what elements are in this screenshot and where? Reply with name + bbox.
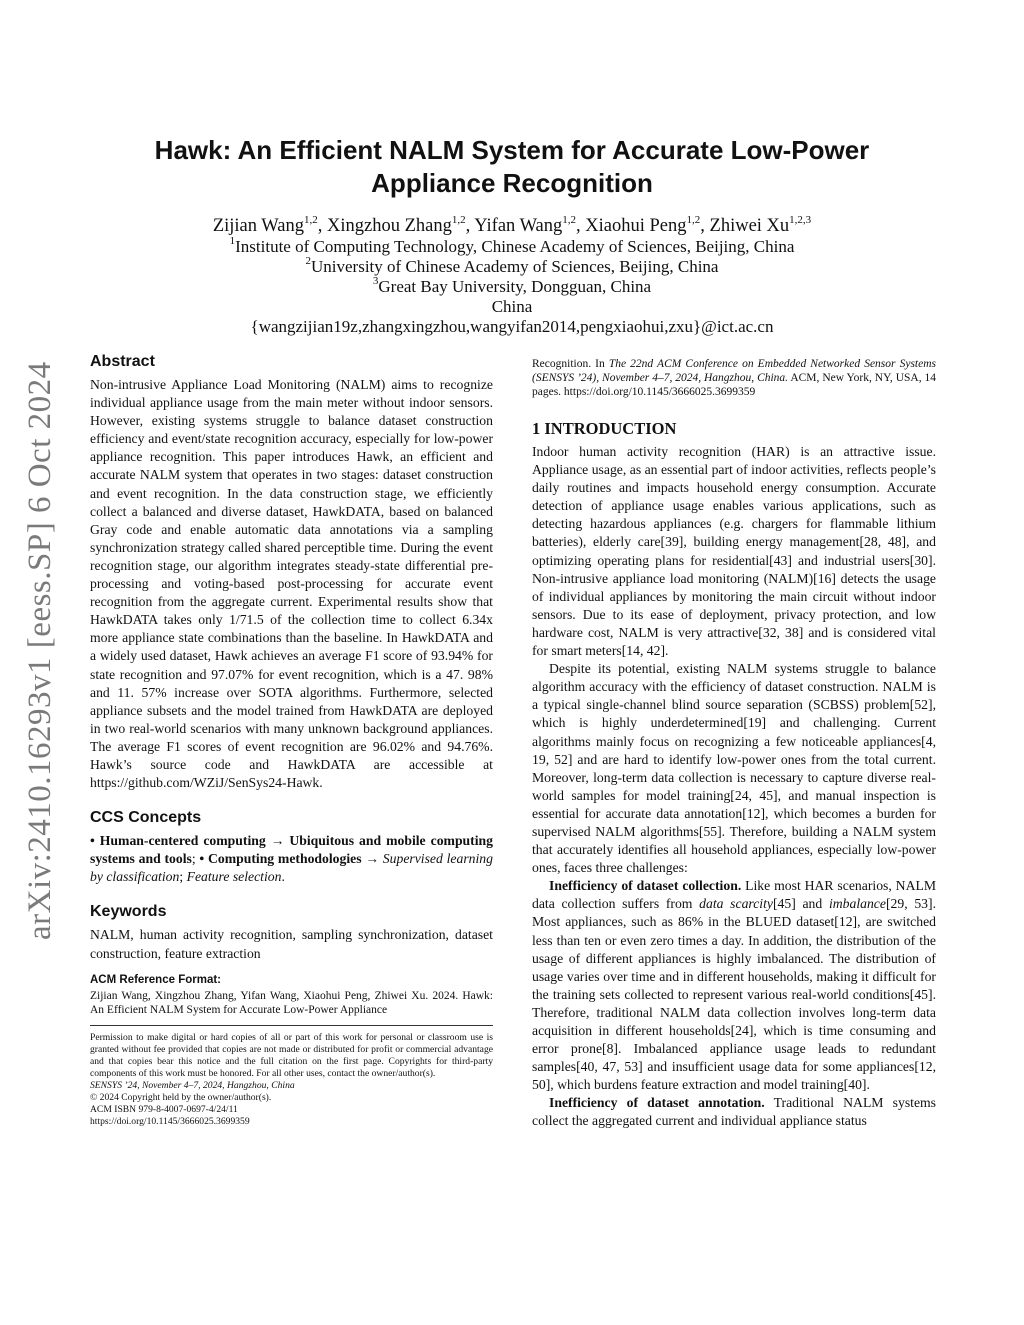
acm-reference-text: Zijian Wang, Xingzhou Zhang, Yifan Wang, Xiaohui Peng, Zhiwei Xu. 2024. Hawk: An Efficient NALM System for Accurate Low-Power Appliance bbox=[90, 989, 493, 1016]
intro-paragraph-3: Inefficiency of dataset collection. Like most HAR scenarios, NALM data collection suffers from data scarcity[45] and imbalance[29, 53]. Most appliances, such as 86% in the BLUED dataset[12], are switched less than ten or even zero times a day. In addition, the distribution of the usage of different appliances is highly imbalanced. The distribution of usage varies over time and in different households, making it difficult for the training sets collected to represent various real-world conditions[45]. Therefore, traditional NALM data collection involves long-term data acquisition in different households[24], which is time consuming and error prone[8]. Imbalanced appliance usage leads to redundant samples[40, 47, 53] and insufficient usage data for some appliances[12, 50], which burdens feature extraction and model training[40]. bbox=[532, 878, 936, 1093]
doi-link[interactable]: https://doi.org/10.1145/3666025.3699359 bbox=[90, 1116, 250, 1128]
country: China bbox=[491, 297, 533, 316]
footnote-divider bbox=[90, 1025, 493, 1026]
isbn: ACM ISBN 979-8-4007-0697-4/24/11 bbox=[90, 1104, 238, 1116]
author-block bbox=[90, 213, 934, 337]
author: Xiaohui Peng bbox=[585, 216, 687, 236]
permission-notice: Permission to make digital or hard copies of all or part of this work for personal or classroom use is granted without fee provided that copies are not made or distributed for profit or commercial advantage and that copies bear this notice and the full citation on the first page. Copyrights for third-party components of this work must be honored. For all other uses, contact the owner/author(s). bbox=[90, 1031, 493, 1079]
intro-paragraph-2: Despite its potential, existing NALM systems struggle to balance algorithm accuracy with the efficiency of dataset construction. NALM is a typical single-channel blind source separation (SCBSS) problem[52], which is highly underdetermined[19] and challenging. Current algorithms mainly focus on recognizing a few noticeable appliances[4, 19, 52] and are hard to identify low-power ones from the total current. Moreover, long-term data collection is necessary to capture diverse real-world samples for model training[24, 45], and manual inspection is essential for accurate data annotation[12], which becomes a burden for supervised NALM algorithms[55]. Therefore, building a NALM system that accurately identifies all household appliances, especially low-power ones, faces three challenges: bbox=[532, 661, 936, 876]
affiliation: $^1$Institute of Computing Technology, Chinese Academy of Sciences, Beijing, China bbox=[229, 235, 795, 256]
author-names: Zijian Wang$^{1,2}$, Xingzhou Zhang$^{1,2}$, Yifan Wang$^{1,2}$, Xiaohui Peng$^{1,2}$, Zhiwei Xu$^{1,2,3}$ bbox=[212, 213, 812, 236]
right-column bbox=[532, 357, 936, 1131]
abstract-text: Non-intrusive Appliance Load Monitoring (NALM) aims to recognize individual appliance usage from the main meter without indoor sensors. However, existing systems struggle to balance dataset construction efficiency and event/state recognition accuracy, especially for low-power appliance recognition. This paper introduces Hawk, an efficient and accurate NALM system that operates in two stages: dataset construction and event recognition. In the data construction stage, we efficiently collect a balanced and diverse dataset, HawkDATA, based on balanced Gray code and enable automatic data annotations via a sampling synchronization strategy called shared perceptible time. During the event recognition stage, our algorithm integrates steady-state differential pre-processing and voting-based post-processing for accurate event recognition from the aggregate current. Experimental results show that HawkDATA takes only 1/71.5 of the collection time to collect 6.34x more appliance state combinations than the baseline. In HawkDATA and a widely used dataset, Hawk achieves an average F1 score of 93.94% for state recognition and 97.07% for event recognition, which is a 47. 98% and 11. 57% increase over SOTA algorithms. Furthermore, selected appliance subsets and the model trained from HawkDATA are deployed in two real-world scenarios with many unknown background appliances. The average F1 scores of event recognition are 96.02% and 94.76%. Hawk’s source code and HawkDATA are accessible at https://github.com/WZiJ/SenSys24-Hawk. bbox=[90, 377, 493, 791]
affiliation: $^3$Great Bay University, Dongguan, China bbox=[372, 275, 652, 296]
author: Zhiwei Xu bbox=[709, 216, 790, 236]
ccs-heading: CCS Concepts bbox=[90, 809, 202, 827]
ccs-concepts: • Human-centered computing → Ubiquitous and mobile computing systems and tools; • Computing methodologies → Supervised learning by classification; Feature selection. bbox=[90, 833, 493, 885]
paper-title: Hawk: An Efficient NALM System for Accurate Low-Power Appliance Recognition bbox=[154, 135, 870, 198]
abstract-heading: Abstract bbox=[90, 353, 155, 370]
author: Zijian Wang bbox=[212, 216, 304, 236]
affiliation: $^2$University of Chinese Academy of Sciences, Beijing, China bbox=[305, 255, 719, 276]
keywords-heading: Keywords bbox=[90, 903, 167, 921]
intro-paragraph-1: Indoor human activity recognition (HAR) is an attractive issue. Appliance usage, as an essential part of indoor activities, reflects people’s daily routines and impacts household energy consumption. Accurate detection of appliance usage enables various applications, such as detecting hazardous appliances (e.g. chargers for flammable lithium batteries), elderly care[39], building energy management[28, 48], and optimizing operating plans for residential[43] and industrial users[30]. Non-intrusive appliance load monitoring (NALM)[16] detects the usage of individual appliances by monitoring the main circuit without indoor sensors. Due to its ease of deployment, privacy protection, and low hardware cost, NALM is very attractive[32, 38] and is considered vital for smart meters[14, 42]. bbox=[532, 444, 936, 659]
author: Xingzhou Zhang bbox=[327, 216, 452, 236]
conference-info: SENSYS ’24, November 4–7, 2024, Hangzhou, China bbox=[90, 1080, 295, 1092]
left-column bbox=[90, 352, 493, 1128]
acm-reference-continued: Recognition. In The 22nd ACM Conference on Embedded Networked Sensor Systems (SENSYS ’24), November 4–7, 2024, Hangzhou, China. ACM, New York, NY, USA, 14 pages. https://doi.org/10.1145/3666025.3699359 bbox=[532, 358, 936, 398]
author-emails: {wangzijian19z,zhangxingzhou,wangyifan2014,pengxiaohui,zxu}@ict.ac.cn bbox=[250, 317, 774, 336]
acm-reference-heading: ACM Reference Format: bbox=[90, 973, 221, 986]
arxiv-identifier: arXiv:2410.16293v1 [eess.SP] 6 Oct 2024 bbox=[22, 361, 58, 940]
introduction-heading: 1 INTRODUCTION bbox=[532, 419, 677, 438]
author: Yifan Wang bbox=[474, 216, 563, 236]
keywords-text: NALM, human activity recognition, sampling synchronization, dataset construction, feature extraction bbox=[90, 927, 493, 961]
intro-paragraph-4: Inefficiency of dataset annotation. Traditional NALM systems collect the aggregated current and individual appliance status bbox=[532, 1095, 936, 1129]
copyright-notice: © 2024 Copyright held by the owner/author(s). bbox=[90, 1092, 272, 1104]
